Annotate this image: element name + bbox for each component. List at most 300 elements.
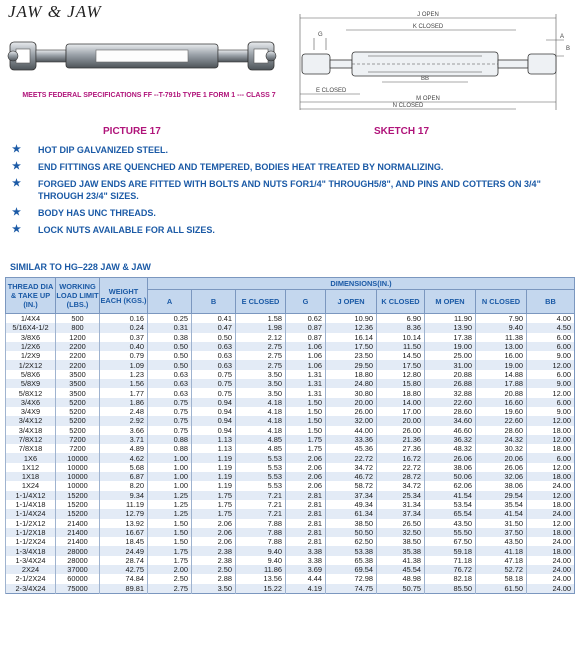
table-cell: 1-1/4X24 (6, 509, 56, 518)
table-cell: 1.06 (286, 360, 326, 369)
table-cell: 29.54 (476, 491, 527, 500)
table-cell: 7.88 (236, 528, 286, 537)
table-row (6, 528, 575, 537)
table-cell: 7200 (56, 435, 100, 444)
table-cell: 2.00 (148, 565, 192, 574)
table-cell: 50.75 (377, 584, 425, 594)
table-cell: 6.00 (527, 398, 575, 407)
table-cell: 89.81 (100, 584, 148, 594)
table-cell: 31.34 (377, 500, 425, 509)
table-cell: 30.32 (476, 444, 527, 453)
sketch-label-m-open: M OPEN (416, 96, 440, 102)
table-cell: 12.00 (527, 491, 575, 500)
table-cell: 1/2X9 (6, 351, 56, 360)
table-cell: 3.66 (100, 426, 148, 435)
col-e-header: E CLOSED (236, 290, 286, 314)
table-cell: 1X18 (6, 472, 56, 481)
table-cell: 1.00 (148, 472, 192, 481)
picture-caption: PICTURE 17 (103, 126, 161, 137)
star-icon: ★ (12, 144, 21, 155)
table-cell: 20.00 (326, 398, 377, 407)
table-cell: 0.40 (100, 342, 148, 351)
table-cell: 1.50 (286, 416, 326, 425)
table-row (6, 556, 575, 565)
table-cell: 1200 (56, 333, 100, 342)
table-cell: 0.88 (148, 435, 192, 444)
table-cell: 23.50 (326, 351, 377, 360)
table-cell: 11.38 (476, 333, 527, 342)
table-cell: 5/8X6 (6, 370, 56, 379)
table-cell: 71.18 (425, 556, 476, 565)
table-cell: 53.38 (326, 546, 377, 555)
table-cell: 12.00 (527, 519, 575, 528)
table-cell: 28.74 (100, 556, 148, 565)
table-row (6, 360, 575, 369)
table-row (6, 398, 575, 407)
table-cell: 0.16 (100, 314, 148, 324)
table-cell: 3.38 (286, 546, 326, 555)
turnbuckle-photo (6, 26, 278, 86)
table-cell: 7.88 (236, 519, 286, 528)
table-cell: 2.81 (286, 509, 326, 518)
table-cell: 18.80 (377, 388, 425, 397)
table-row (6, 565, 575, 574)
table-cell: 12.79 (100, 509, 148, 518)
table-cell: 2.81 (286, 537, 326, 546)
table-cell: 19.60 (476, 407, 527, 416)
table-cell: 12.00 (527, 435, 575, 444)
table-cell: 4.18 (236, 416, 286, 425)
table-cell: 1.31 (286, 370, 326, 379)
similar-heading: SIMILAR TO HG–228 JAW & JAW (10, 262, 151, 272)
table-cell: 6.00 (527, 370, 575, 379)
table-cell: 1.86 (100, 398, 148, 407)
table-cell: 18.45 (100, 537, 148, 546)
table-cell: 37000 (56, 565, 100, 574)
table-row (6, 314, 575, 324)
table-cell: 5.53 (236, 463, 286, 472)
table-cell: 3.71 (100, 435, 148, 444)
table-cell: 13.00 (476, 342, 527, 351)
table-cell: 24.00 (527, 537, 575, 546)
table-cell: 2.92 (100, 416, 148, 425)
table-cell: 18.00 (527, 528, 575, 537)
table-cell: 82.18 (425, 574, 476, 583)
table-cell: 1/4X4 (6, 314, 56, 324)
table-cell: 28.60 (476, 426, 527, 435)
table-cell: 20.00 (377, 416, 425, 425)
table-cell: 0.75 (192, 388, 236, 397)
table-cell: 4.19 (286, 584, 326, 594)
table-cell: 22.60 (425, 398, 476, 407)
table-cell: 32.88 (425, 388, 476, 397)
table-cell: 20.06 (476, 453, 527, 462)
table-cell: 17.00 (377, 407, 425, 416)
table-cell: 10000 (56, 453, 100, 462)
table-cell: 2.06 (286, 453, 326, 462)
table-cell: 0.38 (148, 333, 192, 342)
table-cell: 1.25 (148, 500, 192, 509)
table-cell: 61.50 (476, 584, 527, 594)
table-cell: 1.75 (148, 546, 192, 555)
table-row (6, 481, 575, 490)
table-cell: 26.00 (377, 426, 425, 435)
table-cell: 0.79 (100, 351, 148, 360)
table-cell: 2.38 (192, 556, 236, 565)
table-cell: 48.32 (425, 444, 476, 453)
table-cell: 2.06 (286, 463, 326, 472)
table-cell: 1-1/2X24 (6, 537, 56, 546)
table-cell: 6.00 (527, 333, 575, 342)
table-cell: 41.18 (476, 546, 527, 555)
table-cell: 38.06 (425, 463, 476, 472)
table-cell: 13.90 (425, 323, 476, 332)
table-cell: 61.34 (326, 509, 377, 518)
table-cell: 3.50 (236, 388, 286, 397)
table-cell: 3.50 (236, 379, 286, 388)
table-cell: 43.50 (476, 537, 527, 546)
table-cell: 16.14 (326, 333, 377, 342)
table-cell: 27.36 (377, 444, 425, 453)
table-cell: 28.60 (425, 407, 476, 416)
table-cell: 38.50 (326, 519, 377, 528)
table-row (6, 574, 575, 583)
table-cell: 1-1/2X18 (6, 528, 56, 537)
table-cell: 1.19 (192, 472, 236, 481)
table-cell: 7.90 (476, 314, 527, 324)
table-cell: 43.50 (425, 519, 476, 528)
table-row (6, 537, 575, 546)
table-cell: 8.20 (100, 481, 148, 490)
table-cell: 5.53 (236, 481, 286, 490)
table-cell: 5200 (56, 426, 100, 435)
table-cell: 9.00 (527, 351, 575, 360)
table-cell: 1.31 (286, 388, 326, 397)
col-j-header: J OPEN (326, 290, 377, 314)
table-cell: 1-3/4X18 (6, 546, 56, 555)
table-cell: 35.38 (377, 546, 425, 555)
table-cell: 0.50 (148, 360, 192, 369)
table-cell: 24.00 (527, 565, 575, 574)
table-cell: 20.88 (476, 388, 527, 397)
table-cell: 25.00 (425, 351, 476, 360)
table-cell: 19.00 (425, 342, 476, 351)
table-cell: 50.06 (425, 472, 476, 481)
sketch-caption: SKETCH 17 (374, 126, 430, 137)
table-cell: 2.75 (236, 342, 286, 351)
table-cell: 1.13 (192, 435, 236, 444)
table-row (6, 388, 575, 397)
table-cell: 4.85 (236, 444, 286, 453)
table-cell: 0.75 (148, 407, 192, 416)
table-cell: 37.34 (377, 509, 425, 518)
table-cell: 2200 (56, 351, 100, 360)
table-row (6, 500, 575, 509)
table-cell: 1.25 (148, 509, 192, 518)
table-cell: 28.72 (377, 472, 425, 481)
table-cell: 85.50 (425, 584, 476, 594)
table-cell: 0.75 (148, 416, 192, 425)
table-cell: 12.00 (527, 416, 575, 425)
table-cell: 12.36 (326, 323, 377, 332)
table-cell: 13.56 (236, 574, 286, 583)
table-cell: 4.89 (100, 444, 148, 453)
table-cell: 4.50 (527, 323, 575, 332)
table-cell: 3/4X9 (6, 407, 56, 416)
table-cell: 10.90 (326, 314, 377, 324)
table-cell: 72.98 (326, 574, 377, 583)
col-bb-header: BB (527, 290, 575, 314)
table-cell: 1-1/4X18 (6, 500, 56, 509)
sketch-label-j-open: J OPEN (417, 12, 439, 18)
table-cell: 69.54 (326, 565, 377, 574)
table-cell: 65.38 (326, 556, 377, 565)
star-icon: ★ (12, 161, 21, 172)
table-cell: 5.53 (236, 453, 286, 462)
table-row (6, 342, 575, 351)
table-cell: 10000 (56, 481, 100, 490)
table-cell: 0.87 (286, 333, 326, 342)
table-cell: 18.00 (527, 472, 575, 481)
table-cell: 47.18 (476, 556, 527, 565)
table-cell: 8.36 (377, 323, 425, 332)
table-cell: 1.00 (148, 481, 192, 490)
table-cell: 1X12 (6, 463, 56, 472)
table-cell: 20.88 (425, 370, 476, 379)
table-cell: 0.63 (192, 342, 236, 351)
table-cell: 2.12 (236, 333, 286, 342)
table-cell: 1.75 (148, 556, 192, 565)
table-cell: 0.94 (192, 426, 236, 435)
table-cell: 2.81 (286, 500, 326, 509)
specifications-table (5, 277, 575, 594)
table-cell: 1.31 (286, 379, 326, 388)
table-cell: 30.80 (326, 388, 377, 397)
table-cell: 3.69 (286, 565, 326, 574)
table-cell: 16.00 (476, 351, 527, 360)
table-cell: 1.98 (236, 323, 286, 332)
table-cell: 15.80 (377, 379, 425, 388)
table-cell: 0.94 (192, 407, 236, 416)
table-cell: 0.25 (148, 314, 192, 324)
star-icon: ★ (12, 224, 21, 235)
table-cell: 11.19 (100, 500, 148, 509)
table-cell: 7/8X18 (6, 444, 56, 453)
table-cell: 1.75 (192, 509, 236, 518)
table-cell: 6.00 (527, 453, 575, 462)
feature-item: ★ LOCK NUTS AVAILABLE FOR ALL SIZES. (12, 224, 215, 235)
table-cell: 1X24 (6, 481, 56, 490)
table-row (6, 333, 575, 342)
table-cell: 3500 (56, 379, 100, 388)
table-cell: 1.75 (192, 500, 236, 509)
table-cell: 0.37 (100, 333, 148, 342)
table-cell: 6.90 (377, 314, 425, 324)
table-cell: 1.13 (192, 444, 236, 453)
feature-item: ★ HOT DIP GALVANIZED STEEL. (12, 144, 169, 155)
table-cell: 28000 (56, 546, 100, 555)
table-cell: 2-1/2X24 (6, 574, 56, 583)
sketch-label-bb: BB (420, 76, 430, 82)
table-cell: 4.85 (236, 435, 286, 444)
table-row (6, 491, 575, 500)
table-cell: 9.40 (236, 556, 286, 565)
table-cell: 59.18 (425, 546, 476, 555)
table-cell: 0.75 (192, 370, 236, 379)
table-cell: 1-1/4X12 (6, 491, 56, 500)
table-cell: 24.80 (326, 379, 377, 388)
col-g-header: G (286, 290, 326, 314)
table-cell: 19.00 (476, 360, 527, 369)
table-cell: 9.34 (100, 491, 148, 500)
sketch-label-b: B (566, 46, 571, 52)
table-cell: 4.18 (236, 398, 286, 407)
table-cell: 1.75 (286, 444, 326, 453)
table-row (6, 379, 575, 388)
table-cell: 31.50 (476, 519, 527, 528)
table-row (6, 453, 575, 462)
table-cell: 3500 (56, 388, 100, 397)
table-cell: 58.18 (476, 574, 527, 583)
table-cell: 75000 (56, 584, 100, 594)
table-row (6, 472, 575, 481)
table-cell: 21400 (56, 519, 100, 528)
table-row (6, 435, 575, 444)
table-cell: 22.60 (476, 416, 527, 425)
table-cell: 3/4X12 (6, 416, 56, 425)
table-cell: 18.00 (527, 444, 575, 453)
table-cell: 1.00 (148, 453, 192, 462)
star-icon: ★ (12, 207, 21, 218)
table-cell: 7.21 (236, 500, 286, 509)
table-cell: 9.00 (527, 379, 575, 388)
table-cell: 2.38 (192, 546, 236, 555)
table-cell: 37.34 (326, 491, 377, 500)
table-cell: 21.36 (377, 435, 425, 444)
table-cell: 12.00 (527, 360, 575, 369)
table-cell: 2-3/4X24 (6, 584, 56, 594)
table-cell: 2.06 (192, 528, 236, 537)
table-cell: 1-1/2X12 (6, 519, 56, 528)
table-cell: 11.86 (236, 565, 286, 574)
table-cell: 9.40 (236, 546, 286, 555)
table-cell: 16.60 (476, 398, 527, 407)
table-cell: 74.75 (326, 584, 377, 594)
table-cell: 48.98 (377, 574, 425, 583)
table-cell: 2.48 (100, 407, 148, 416)
table-cell: 15200 (56, 500, 100, 509)
table-cell: 2.75 (236, 351, 286, 360)
table-cell: 0.62 (286, 314, 326, 324)
table-cell: 1.09 (100, 360, 148, 369)
table-cell: 1.06 (286, 351, 326, 360)
table-cell: 33.36 (326, 435, 377, 444)
table-cell: 17.88 (476, 379, 527, 388)
table-row (6, 546, 575, 555)
table-body (6, 314, 575, 594)
feature-item: ★ FORGED JAW ENDS ARE FITTED WITH BOLTS AND NUTS FOR1/4" THROUGH5/8", AND PINS AND COTTERS ON 3/4" THROUGH 23/4" SIZES. (12, 178, 541, 201)
table-cell: 13.92 (100, 519, 148, 528)
table-cell: 26.00 (326, 407, 377, 416)
table-cell: 2.81 (286, 528, 326, 537)
table-cell: 0.50 (148, 351, 192, 360)
table-cell: 42.75 (100, 565, 148, 574)
feature-item: ★ BODY HAS UNC THREADS. (12, 207, 156, 218)
table-cell: 36.32 (425, 435, 476, 444)
table-cell: 3.50 (192, 584, 236, 594)
table-cell: 1.58 (236, 314, 286, 324)
table-cell: 1.56 (100, 379, 148, 388)
table-cell: 5200 (56, 416, 100, 425)
table-cell: 3/4X6 (6, 398, 56, 407)
star-icon: ★ (12, 178, 21, 189)
table-cell: 32.50 (377, 528, 425, 537)
feature-item: ★ END FITTINGS ARE QUENCHED AND TEMPERED, BODIES HEAT TREATED BY NORMALIZING. (12, 161, 444, 172)
sketch-label-a: A (560, 34, 565, 40)
table-row (6, 416, 575, 425)
table-row (6, 370, 575, 379)
table-cell: 41.54 (425, 491, 476, 500)
table-cell: 1.50 (286, 426, 326, 435)
table-cell: 4.18 (236, 407, 286, 416)
table-cell: 12.00 (527, 388, 575, 397)
col-n-header: N CLOSED (476, 290, 527, 314)
table-cell: 800 (56, 323, 100, 332)
table-cell: 2.06 (192, 519, 236, 528)
table-row (6, 407, 575, 416)
table-cell: 3.38 (286, 556, 326, 565)
table-cell: 9.00 (527, 407, 575, 416)
table-cell: 62.06 (425, 481, 476, 490)
table-row (6, 351, 575, 360)
table-cell: 0.88 (148, 444, 192, 453)
table-cell: 7.21 (236, 491, 286, 500)
table-cell: 67.50 (425, 537, 476, 546)
table-cell: 14.50 (377, 351, 425, 360)
table-cell: 0.50 (192, 333, 236, 342)
table-cell: 15200 (56, 509, 100, 518)
table-cell: 15.22 (236, 584, 286, 594)
table-cell: 3/8X6 (6, 333, 56, 342)
table-cell: 1.50 (286, 398, 326, 407)
table-cell: 2.06 (286, 481, 326, 490)
table-cell: 34.60 (425, 416, 476, 425)
table-cell: 24.00 (527, 509, 575, 518)
table-cell: 14.00 (377, 398, 425, 407)
table-cell: 14.88 (476, 370, 527, 379)
table-cell: 37.50 (476, 528, 527, 537)
table-cell: 25.34 (377, 491, 425, 500)
table-cell: 7.21 (236, 509, 286, 518)
turnbuckle-sketch (286, 10, 574, 112)
table-cell: 1.75 (192, 491, 236, 500)
table-cell: 12.80 (377, 370, 425, 379)
table-cell: 2.06 (192, 537, 236, 546)
table-cell: 10000 (56, 463, 100, 472)
sketch-label-k-closed: K CLOSED (412, 24, 444, 30)
table-cell: 0.24 (100, 323, 148, 332)
table-cell: 29.50 (326, 360, 377, 369)
table-cell: 0.94 (192, 416, 236, 425)
table-cell: 21400 (56, 528, 100, 537)
table-cell: 2.75 (148, 584, 192, 594)
table-cell: 49.34 (326, 500, 377, 509)
table-cell: 0.75 (148, 426, 192, 435)
table-cell: 0.94 (192, 398, 236, 407)
table-cell: 1.50 (148, 519, 192, 528)
table-row (6, 584, 575, 594)
table-cell: 24.00 (527, 481, 575, 490)
